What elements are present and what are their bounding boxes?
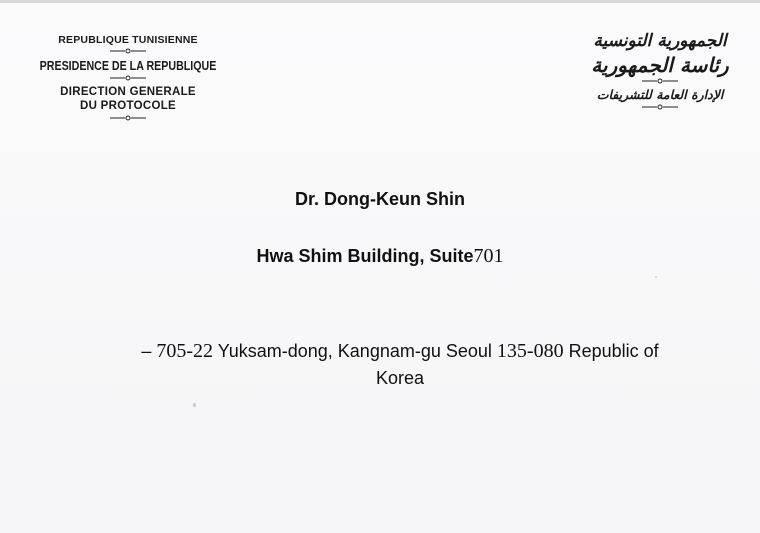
letterhead-french bbox=[28, 34, 228, 125]
letterhead-ar-presidence: رئاسة الجمهورية bbox=[591, 53, 729, 77]
letterhead-protocole: DU PROTOCOLE bbox=[79, 100, 177, 112]
paper-speck bbox=[193, 403, 196, 407]
paper-speck bbox=[655, 276, 657, 278]
ornament-divider-icon bbox=[108, 115, 148, 121]
recipient-street-address bbox=[100, 338, 700, 392]
postal-code: 135-080 bbox=[496, 340, 564, 362]
country-part-2: Korea bbox=[375, 368, 425, 388]
street-text: Yuksam-dong, Kangnam-gu Seoul bbox=[213, 341, 497, 361]
letterhead-ar-protocole: الإدارة العامة للتشريفات bbox=[596, 87, 724, 102]
letterhead-ar-republic: الجمهورية التونسية bbox=[593, 31, 727, 51]
envelope-top-edge bbox=[0, 0, 760, 3]
building-text: Hwa Shim Building, Suite bbox=[256, 246, 474, 266]
letterhead-direction: DIRECTION GENERALE bbox=[60, 86, 196, 98]
recipient-building bbox=[0, 245, 760, 268]
letterhead-republic: REPUBLIQUE TUNISIENNE bbox=[58, 34, 198, 46]
letterhead-arabic bbox=[580, 30, 740, 112]
ornament-divider-icon bbox=[108, 75, 148, 81]
letterhead-presidence: PRESIDENCE DE LA REPUBLIQUE bbox=[39, 58, 217, 73]
recipient-name: Dr. Dong-Keun Shin bbox=[295, 189, 465, 209]
country-part-1: Republic of bbox=[563, 341, 659, 361]
ornament-divider-icon bbox=[108, 48, 148, 54]
street-dash: – bbox=[141, 341, 157, 361]
ornament-divider-icon bbox=[640, 78, 680, 84]
building-suite-number: 701 bbox=[473, 245, 504, 267]
ornament-divider-icon bbox=[640, 104, 680, 110]
street-number: 705-22 bbox=[156, 340, 214, 362]
